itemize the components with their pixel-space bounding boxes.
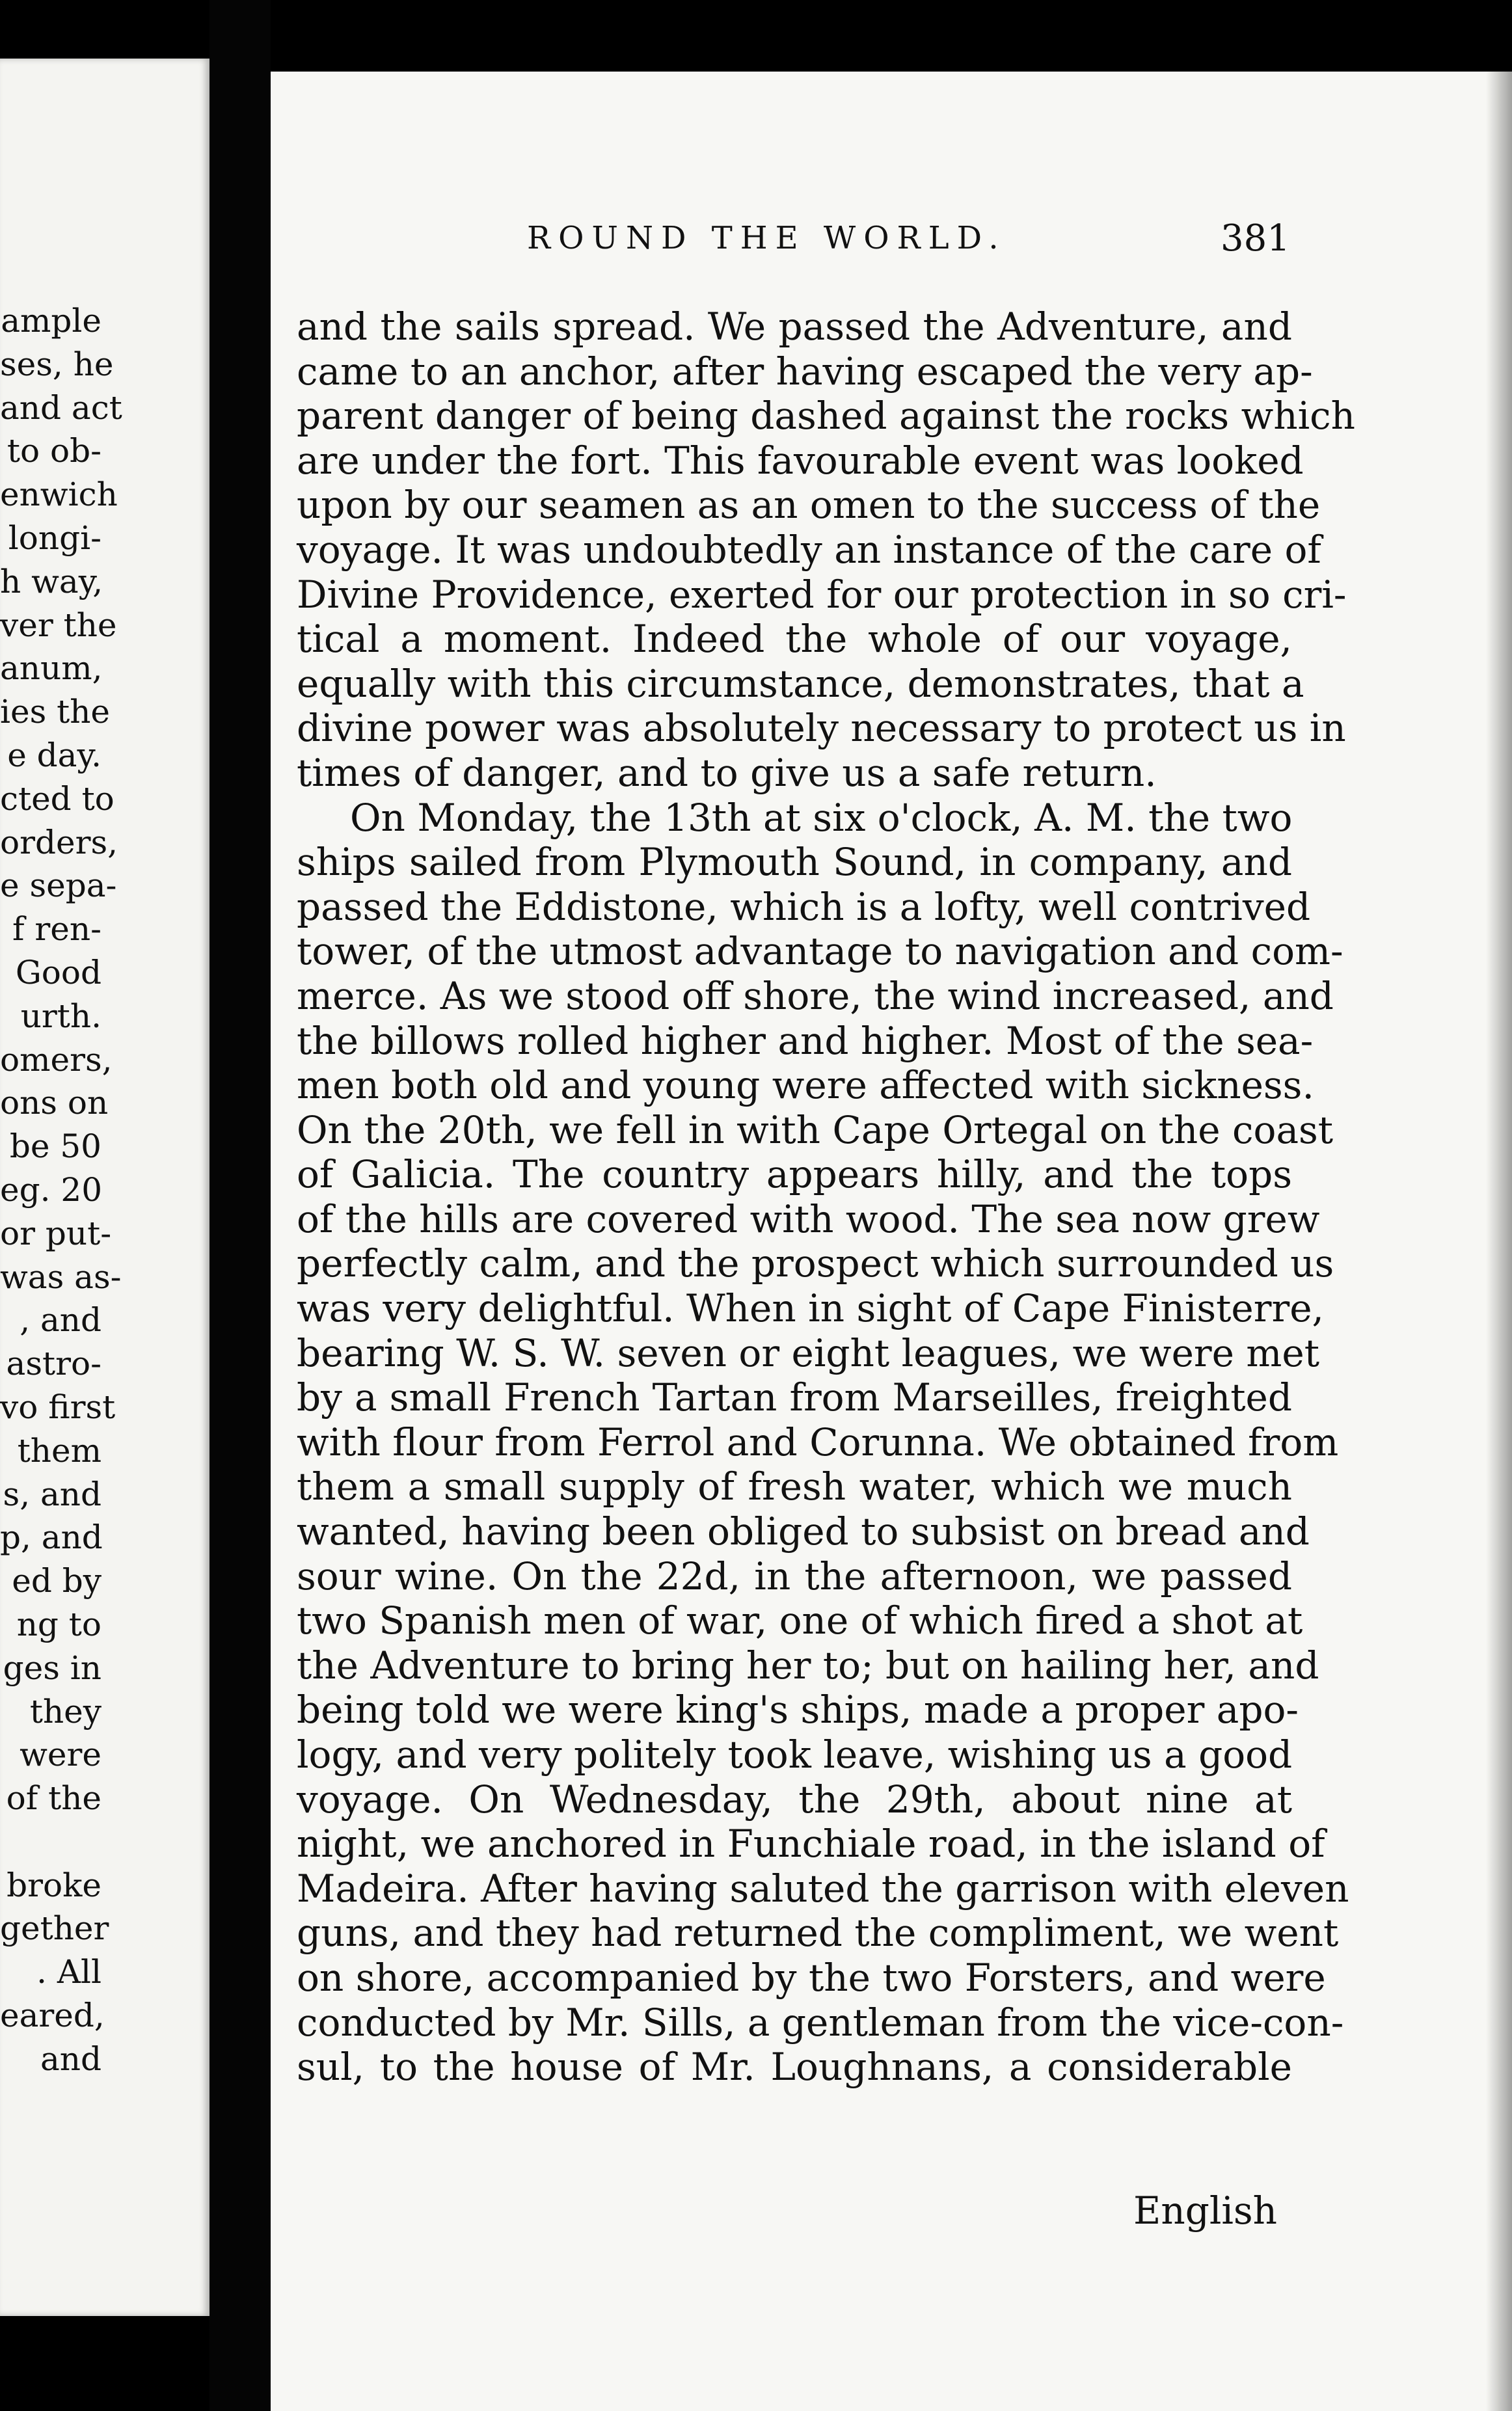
- body-line: voyage. It was undoubtedly an instance of the care of: [297, 527, 1321, 572]
- body-line: tical a moment. Indeed the whole of our voyage,: [297, 617, 1292, 662]
- page-number: 381: [1221, 217, 1290, 260]
- body-line: and the sails spread. We passed the Adventure, and: [297, 304, 1292, 349]
- body-line: being told we were king's ships, made a proper apo-: [297, 1688, 1299, 1732]
- left-page-line: Good: [15, 953, 101, 991]
- left-page-line: eared,: [0, 1997, 105, 2035]
- body-line: voyage. On Wednesday, the 29th, about nine at: [297, 1777, 1292, 1822]
- left-page-line: longi-: [8, 519, 101, 557]
- left-page-line: ed by: [12, 1562, 101, 1600]
- left-page-line: astro-: [6, 1345, 101, 1383]
- body-line: came to an anchor, after having escaped the very ap-: [297, 349, 1313, 394]
- left-page-line: urth.: [20, 997, 101, 1035]
- body-line: Madeira. After having saluted the garrison with eleven: [297, 1866, 1349, 1911]
- body-line: men both old and young were affected with sickness.: [297, 1063, 1314, 1108]
- body-line: bearing W. S. W. seven or eight leagues, we were met: [297, 1330, 1320, 1375]
- body-line: logy, and very politely took leave, wishing us a good: [297, 1732, 1293, 1777]
- body-line: them a small supply of fresh water, which we much: [297, 1464, 1292, 1509]
- body-line: merce. As we stood off shore, the wind increased, and: [297, 973, 1334, 1018]
- left-page-line: h way,: [0, 562, 103, 600]
- body-line: parent danger of being dashed against the rocks which: [297, 394, 1355, 438]
- body-line: sour wine. On the 22d, in the afternoon, we passed: [297, 1554, 1292, 1598]
- left-page-line: enwich: [0, 476, 118, 514]
- body-line: of the hills are covered with wood. The sea now grew: [297, 1196, 1320, 1241]
- left-page-line: they: [29, 1692, 101, 1731]
- body-line: wanted, having been obliged to subsist on bread and: [297, 1509, 1310, 1554]
- body-line: upon by our seamen as an omen to the success of the: [297, 483, 1321, 528]
- body-line: two Spanish men of war, one of which fired a shot at: [297, 1598, 1303, 1643]
- body-line: On the 20th, we fell in with Cape Ortegal on the coast: [297, 1107, 1334, 1152]
- body-line: passed the Eddistone, which is a lofty, well contrived: [297, 884, 1311, 929]
- body-line: guns, and they had returned the compliment, we went: [297, 1911, 1339, 1956]
- body-line: of Galicia. The country appears hilly, and the tops: [297, 1152, 1292, 1197]
- left-page-line: cted to: [0, 779, 115, 818]
- left-page-line: orders,: [0, 823, 118, 861]
- left-page-line: e sepa-: [0, 867, 117, 905]
- running-head: ROUND THE WORLD.: [527, 220, 1006, 256]
- left-page-line: , and: [20, 1301, 101, 1340]
- body-line: conducted by Mr. Sills, a gentleman from the vice-con-: [297, 2000, 1344, 2045]
- body-line: tower, of the utmost advantage to navigation and com-: [297, 929, 1343, 974]
- body-line: On Monday, the 13th at six o'clock, A. M. the two: [350, 795, 1293, 840]
- left-page-line: ges in: [3, 1649, 101, 1687]
- left-page-line: ver the: [0, 606, 117, 644]
- left-page-line: eg. 20: [0, 1170, 103, 1209]
- left-page-text-fragments: [0, 299, 122, 2081]
- left-page-line: ng to: [16, 1605, 101, 1643]
- right-page: [271, 72, 1512, 2411]
- body-line: the Adventure to bring her to; but on hailing her, and: [297, 1643, 1319, 1688]
- body-line: with flour from Ferrol and Corunna. We obtained from: [297, 1420, 1339, 1464]
- left-page-line: f ren-: [12, 910, 101, 949]
- left-page-line: be 50: [9, 1127, 101, 1166]
- body-line: equally with this circumstance, demonstrates, that a: [297, 661, 1304, 706]
- body-line: divine power was absolutely necessary to protect us in: [297, 706, 1346, 751]
- left-page-line: to ob-: [7, 432, 101, 470]
- book-gutter: [209, 0, 271, 2411]
- left-page-line: broke: [7, 1866, 101, 1904]
- left-page-line: or put-: [0, 1214, 112, 1252]
- left-page-line: were: [20, 1736, 101, 1774]
- left-page: [0, 59, 209, 2316]
- left-page-line: and: [40, 2040, 101, 2078]
- left-page-line: e day.: [7, 736, 101, 774]
- left-page-line: s, and: [3, 1475, 101, 1513]
- body-line: the billows rolled higher and higher. Most of the sea-: [297, 1018, 1314, 1063]
- left-page-line: ample: [1, 302, 101, 340]
- body-line: are under the fort. This favourable event was looked: [297, 438, 1304, 483]
- left-page-line: gether: [0, 1909, 109, 1948]
- body-text: [297, 304, 1355, 2090]
- left-page-line: omers,: [0, 1040, 113, 1079]
- body-line: times of danger, and to give us a safe return.: [297, 750, 1157, 795]
- body-line: on shore, accompanied by the two Forsters, and were: [297, 1955, 1326, 2000]
- left-page-line: ons on: [0, 1084, 109, 1122]
- catchword: English: [1133, 2189, 1278, 2233]
- left-page-line: them: [17, 1431, 101, 1470]
- left-page-line: ses, he: [0, 345, 114, 383]
- body-line: was very delightful. When in sight of Cape Finisterre,: [297, 1286, 1324, 1331]
- left-page-line: of the: [6, 1779, 101, 1818]
- left-page-line: vo first: [0, 1388, 116, 1426]
- left-page-line: ies the: [0, 693, 111, 731]
- body-line: perfectly calm, and the prospect which surrounded us: [297, 1241, 1334, 1286]
- left-page-line: and act: [0, 388, 122, 427]
- body-line: Divine Providence, exerted for our protection in so cri-: [297, 572, 1347, 617]
- left-page-line: was as-: [0, 1258, 122, 1296]
- left-page-line: . All: [36, 1953, 101, 1991]
- left-page-line: [0, 1820, 101, 1864]
- left-page-line: p, and: [0, 1518, 103, 1557]
- left-page-line: anum,: [0, 649, 103, 688]
- body-line: night, we anchored in Funchiale road, in the island of: [297, 1822, 1325, 1866]
- body-line: sul, to the house of Mr. Loughnans, a considerable: [297, 2045, 1292, 2090]
- body-line: ships sailed from Plymouth Sound, in company, and: [297, 840, 1292, 885]
- body-line: by a small French Tartan from Marseilles, freighted: [297, 1375, 1292, 1420]
